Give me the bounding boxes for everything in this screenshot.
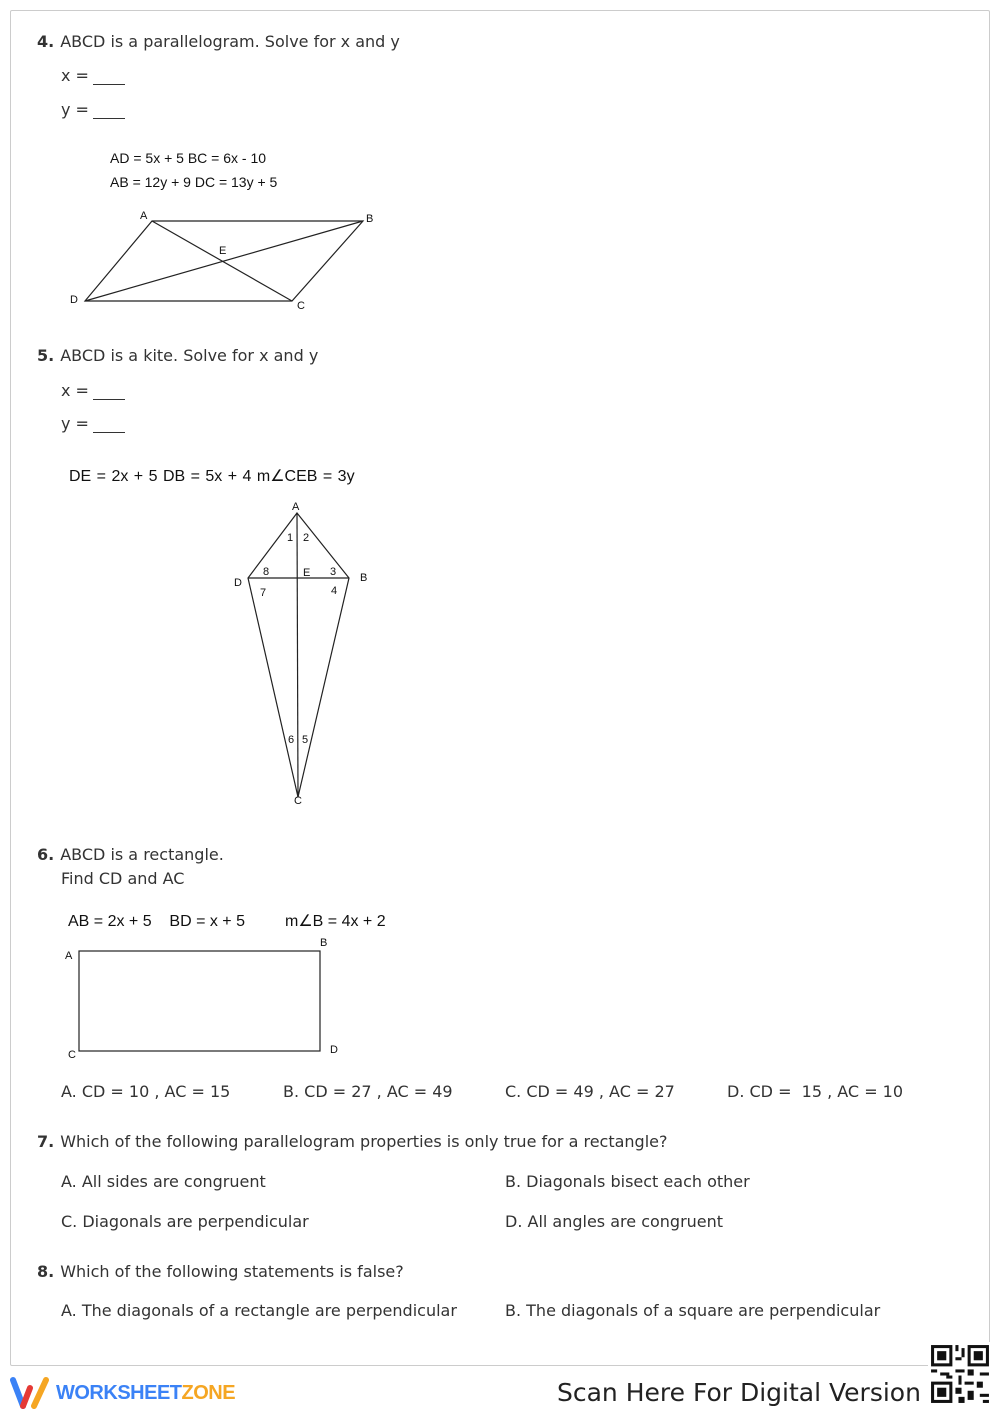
- q6-option-b[interactable]: B. CD = 27 , AC = 49: [283, 1082, 453, 1101]
- angle-3: 3: [330, 566, 337, 578]
- angle-5: 5: [302, 734, 309, 746]
- q8-option-b[interactable]: B. The diagonals of a square are perpendicular: [505, 1301, 881, 1320]
- parallelogram-diagram: [70, 210, 373, 312]
- label-e: E: [219, 245, 227, 257]
- kite-diagram: [234, 501, 367, 807]
- angle-4: 4: [331, 585, 338, 597]
- q7-option-c[interactable]: C. Diagonals are perpendicular: [61, 1212, 309, 1231]
- angle-6: 6: [288, 734, 295, 746]
- q7-option-b[interactable]: B. Diagonals bisect each other: [505, 1172, 750, 1191]
- label-c: C: [297, 300, 305, 312]
- angle-7: 7: [260, 587, 267, 599]
- q5-given: DE = 2x + 5 DB = 5x + 4 m∠CEB = 3y: [69, 468, 355, 485]
- brand-zone: ZONE: [181, 1381, 236, 1404]
- angle-2: 2: [303, 532, 310, 544]
- q4-x-answer[interactable]: x =: [61, 66, 125, 85]
- scan-text: Scan Here For Digital Version: [557, 1378, 921, 1407]
- angle-1: 1: [287, 532, 294, 544]
- q5-y-answer[interactable]: y =: [61, 414, 125, 433]
- q7-option-a[interactable]: A. All sides are congruent: [61, 1172, 266, 1191]
- q7-option-d[interactable]: D. All angles are congruent: [505, 1212, 724, 1231]
- q5-x-answer[interactable]: x =: [61, 381, 125, 400]
- label-d: D: [330, 1044, 338, 1056]
- brand-worksheet: WORKSHEET: [56, 1381, 182, 1404]
- q4-given-1: AD = 5x + 5 BC = 6x - 10: [110, 150, 267, 166]
- question-8: 8. Which of the following statements is false?: [37, 1262, 404, 1281]
- q8-option-a[interactable]: A. The diagonals of a rectangle are perpendicular: [61, 1301, 457, 1320]
- question-7: 7. Which of the following parallelogram properties is only true for a rectangle?: [37, 1132, 668, 1151]
- angle-8: 8: [263, 566, 270, 578]
- q4-y-answer[interactable]: y =: [61, 100, 125, 119]
- label-b: B: [366, 213, 374, 225]
- label-a: A: [140, 210, 148, 222]
- question-5: 5. ABCD is a kite. Solve for x and y: [37, 346, 319, 365]
- label-d: D: [70, 294, 78, 306]
- label-c: C: [68, 1049, 76, 1061]
- q6-option-d[interactable]: D. CD = 15 , AC = 10: [727, 1082, 904, 1101]
- question-6-subtext: Find CD and AC: [61, 869, 185, 888]
- label-b: B: [320, 937, 328, 949]
- q4-given-2: AB = 12y + 9 DC = 13y + 5: [110, 174, 278, 190]
- label-c: C: [294, 795, 302, 807]
- q6-given: AB = 2x + 5 BD = x + 5 m∠B = 4x + 2: [68, 913, 386, 930]
- qr-code-icon[interactable]: [928, 1342, 992, 1406]
- logo-w-icon: [10, 1376, 50, 1410]
- q6-option-a[interactable]: A. CD = 10 , AC = 15: [61, 1082, 231, 1101]
- label-e: E: [303, 567, 311, 579]
- worksheetzone-logo[interactable]: [10, 1376, 235, 1410]
- q6-option-c[interactable]: C. CD = 49 , AC = 27: [505, 1082, 675, 1101]
- label-b: B: [360, 572, 368, 584]
- question-6: 6. ABCD is a rectangle.: [37, 845, 224, 864]
- label-d: D: [234, 577, 242, 589]
- question-4: 4. ABCD is a parallelogram. Solve for x and y: [37, 32, 400, 51]
- rectangle-diagram: [65, 937, 338, 1061]
- label-a: A: [65, 950, 73, 962]
- label-a: A: [292, 501, 300, 513]
